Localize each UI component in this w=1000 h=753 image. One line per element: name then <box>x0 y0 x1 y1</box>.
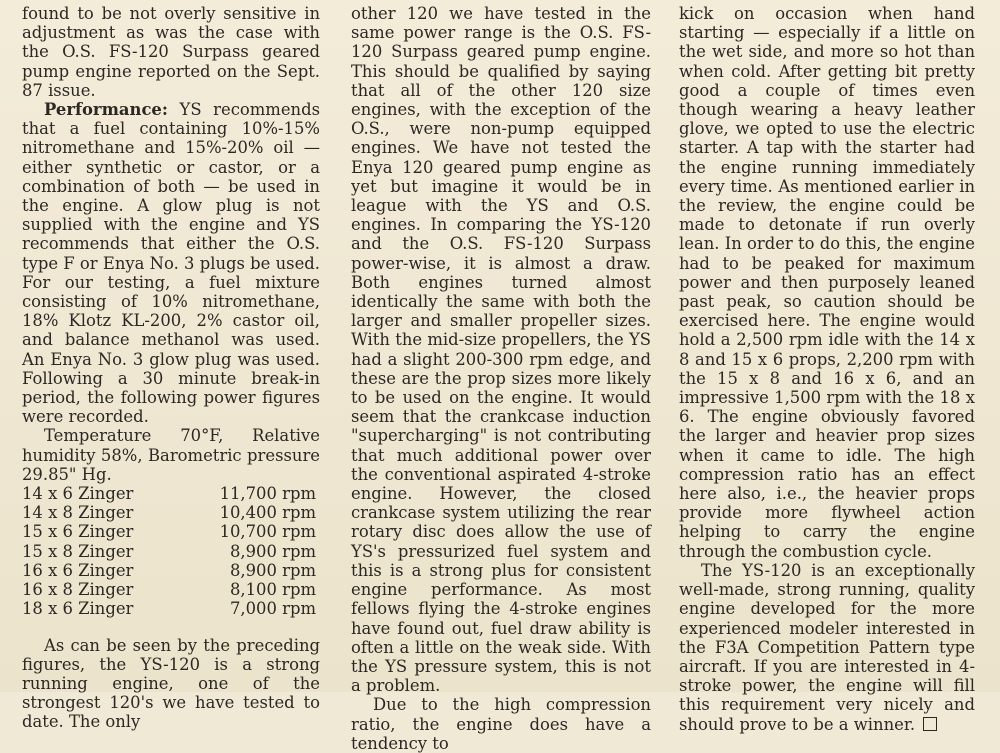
test-conditions: Temperature 70°F, Relative humidity 58%, Barometric pressure 29.85" Hg. <box>22 426 320 484</box>
column-1 <box>22 4 320 732</box>
end-mark-icon <box>923 717 937 731</box>
paragraph-starting: kick on occasion when hand starting — especially if a little on the wet side, and more so hot than when cold. After getting bit pretty good a couple of times even though wearing a heavy leather glove, we opted to use the electric starter. A tap with the starter had the engine running immediately every time. As mentioned earlier in the review, the engine could be made to detonate if run overly lean. In order to do this, the engine had to be peaked for maximum power and then purposely leaned past peak, so caution should be exercised here. The engine would hold a 2,500 rpm idle with the 14 x 8 and 15 x 6 props, 2,200 rpm with the 15 x 8 and 16 x 6, and an impressive 1,500 rpm with the 18 x 6. The engine obviously favored the larger and heavier prop sizes when it came to idle. The high compression ratio has an effect here also, i.e., the heavier props provide more flywheel action helping to carry the engine through the combustion cycle. <box>679 4 975 561</box>
table-row <box>22 599 316 618</box>
rpm-table <box>22 484 320 618</box>
paragraph-intro-continued: found to be not overly sensitive in adjustment as was the case with the O.S. FS-120 Surpass geared pump engine reported on the Sept. 87 issue. <box>22 4 320 100</box>
prop-size: 14 x 8 Zinger <box>22 503 134 523</box>
column-3 <box>679 4 975 734</box>
table-row <box>22 503 316 522</box>
table-row <box>22 580 316 599</box>
prop-size: 15 x 6 Zinger <box>22 522 134 542</box>
paragraph-compression: Due to the high compression ratio, the engine does have a tendency to <box>351 695 651 753</box>
prop-size: 18 x 6 Zinger <box>22 599 134 619</box>
paragraph-results: As can be seen by the preceding figures, the YS-120 is a strong running engine, one of the strongest 120's we have tested to date. The only <box>22 635 320 732</box>
rpm-value: 11,700 rpm <box>219 484 316 504</box>
column-2 <box>351 4 651 753</box>
rpm-value: 8,900 rpm <box>229 560 316 580</box>
prop-size: 16 x 6 Zinger <box>22 560 134 580</box>
prop-size: 16 x 8 Zinger <box>22 580 134 600</box>
paragraph-conclusion <box>679 561 975 734</box>
rpm-value: 8,900 rpm <box>229 541 316 561</box>
table-row <box>22 484 316 503</box>
performance-text: YS recommends that a fuel containing 10%-15% nitromethane and 15%-20% oil — either synthetic or castor, or a combination of both — be used in the engine. A glow plug is not supplied with the engine and YS recommends that either the O.S. type F or Enya No. 3 plugs be used. For our testing, a fuel mixture consisting of 10% nitromethane, 18% Klotz KL-200, 2% castor oil, and balance methanol was used. An Enya No. 3 glow plug was used. Following a 30 minute break-in period, the following power figures were recorded. <box>22 100 320 427</box>
prop-size: 14 x 6 Zinger <box>22 484 134 504</box>
spacer <box>22 619 320 636</box>
table-row <box>22 542 316 561</box>
rpm-value: 8,100 rpm <box>229 580 316 600</box>
paragraph-performance <box>22 100 320 426</box>
performance-heading: Performance: <box>44 100 168 120</box>
table-row <box>22 522 316 541</box>
conclusion-text: The YS-120 is an exceptionally well-made, strong running, quality engine developed for the more experienced modeler interested in the F3A Competition Pattern type aircraft. If you are interested in 4-stroke power, the engine will fill this requirement very nicely and should prove to be a winner. <box>679 560 975 734</box>
rpm-value: 10,700 rpm <box>219 522 316 542</box>
rpm-value: 10,400 rpm <box>219 503 316 523</box>
rpm-value: 7,000 rpm <box>229 599 316 619</box>
paragraph-comparison: other 120 we have tested in the same power range is the O.S. FS-120 Surpass geared pump engine. This should be qualified by saying that all of the other 120 size engines, with the exception of the O.S., were non-pump equipped engines. We have not tested the Enya 120 geared pump engine as yet but imagine it would be in league with the YS and O.S. engines. In comparing the YS-120 and the O.S. FS-120 Surpass power-wise, it is almost a draw. Both engines turned almost identically the same with both the larger and smaller propeller sizes. With the mid-size propellers, the YS had a slight 200-300 rpm edge, and these are the prop sizes more likely to be used on the engine. It would seem that the crankcase induction "supercharging" is not contributing that much additional power over the conventional aspirated 4-stroke engine. However, the closed crankcase system utilizing the rear rotary disc does allow the use of YS's pressurized fuel system and this is a strong plus for consistent engine performance. As most fellows flying the 4-stroke engines have found out, fuel draw ability is often a little on the weak side. With the YS pressure system, this is not a problem. <box>351 4 651 696</box>
table-row <box>22 561 316 580</box>
prop-size: 15 x 8 Zinger <box>22 541 134 561</box>
